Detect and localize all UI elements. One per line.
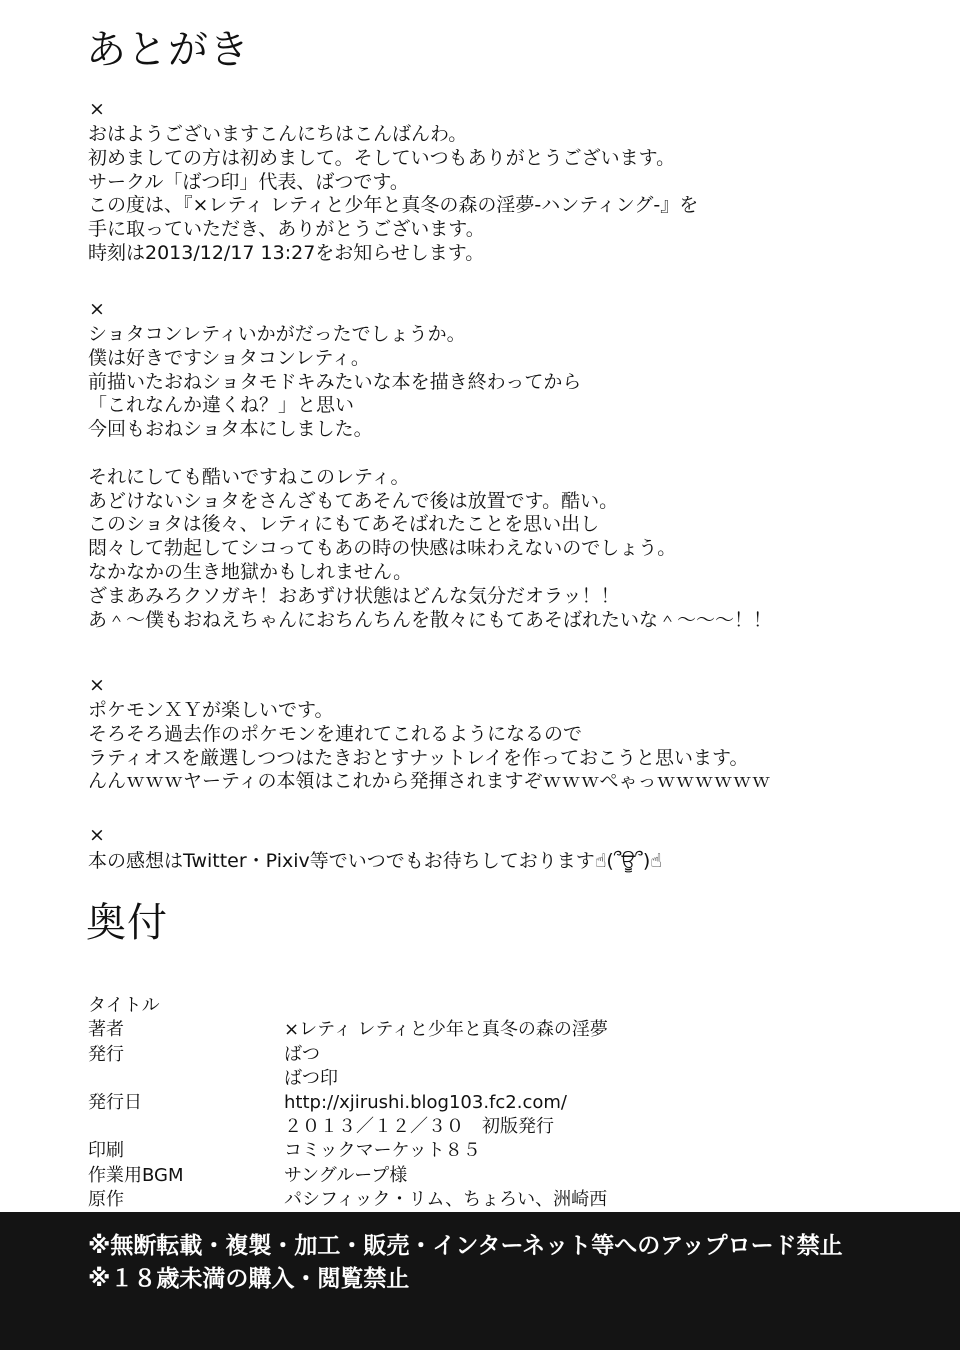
circle-url: http://xjirushi.blog103.fc2.com/ bbox=[284, 1091, 567, 1113]
text-line: サークル「ばつ印」代表、ばつです。 bbox=[88, 170, 409, 193]
text-line: それにしても酷いですねこのレティ。 bbox=[88, 465, 410, 488]
text-line: このショタは後々、レティにもてあそばれたことを思い出し bbox=[88, 513, 600, 536]
colophon-value: コミックマーケット８５ bbox=[284, 1140, 481, 1162]
text-line: 僕は好きですショタコンレティ。 bbox=[88, 346, 370, 369]
text-line: 前描いたおねショタモドキみたいな本を描き終わってから bbox=[88, 370, 582, 393]
section-mark: × bbox=[89, 298, 105, 320]
colophon-key: 作業用BGM bbox=[88, 1164, 184, 1186]
text-line: なかなかの生き地獄かもしれません。 bbox=[88, 560, 413, 583]
footer-banner bbox=[0, 1212, 960, 1350]
section-mark: × bbox=[89, 98, 105, 120]
colophon-row bbox=[88, 1164, 124, 1210]
text-line: んんｗｗｗヤーティの本領はこれから発揮されますぞｗｗｗぺゃっｗｗｗｗｗｗ bbox=[88, 770, 771, 793]
colophon-key: 発行日 bbox=[88, 1091, 142, 1113]
text-line: あどけないショタをさんざもてあそんで後は放置です。酷い。 bbox=[88, 489, 619, 512]
colophon-table bbox=[88, 970, 608, 1210]
afterword-section-2 bbox=[88, 323, 772, 632]
text-line: 初めましての方は初めまして。そしていつもありがとうございます。 bbox=[88, 146, 676, 169]
blank-line bbox=[88, 442, 772, 466]
section-mark: × bbox=[89, 824, 105, 846]
colophon-value: ばつ印 bbox=[284, 1067, 338, 1089]
text-line: この度は、『×レティ レティと少年と真冬の森の淫夢-ハンティング-』を bbox=[88, 194, 699, 217]
colophon-value: パシフィック・リム、ちょろい、洲崎西 bbox=[284, 1188, 608, 1210]
age-restriction-notice: ※１８歳未満の購入・閲覧禁止 bbox=[88, 1266, 410, 1292]
text-line: ショタコンレティいかがだったでしょうか。 bbox=[88, 323, 466, 345]
text-line: ざまあみろクソガキ！おあずけ状態はどんな気分だオラッ！！ bbox=[88, 584, 620, 607]
text-line: 手に取っていただき、ありがとうございます。 bbox=[88, 218, 485, 241]
afterword-section-4 bbox=[88, 850, 662, 874]
colophon-row bbox=[88, 1018, 338, 1089]
section-mark: × bbox=[89, 674, 105, 696]
colophon-value: ばつ bbox=[284, 1043, 320, 1065]
afterword-section-3 bbox=[88, 699, 770, 794]
text-line: 「これなんか違くね？」と思い bbox=[88, 394, 355, 417]
colophon-key: 印刷 bbox=[88, 1140, 124, 1162]
afterword-title: あとがき bbox=[86, 27, 250, 73]
text-line: ラティオスを厳選しつつはたきおとすナットレイを作っておこうと思います。 bbox=[88, 746, 749, 769]
text-line: 悶々して勃起してシコってもあの時の快感は味わえないのでしょう。 bbox=[88, 537, 677, 560]
colophon-key: 発行 bbox=[88, 1043, 124, 1065]
text-line: あ＾〜僕もおねえちゃんにおちんちんを散々にもてあそばれたいな＾〜〜〜！！ bbox=[88, 608, 773, 631]
reproduction-notice: ※無断転載・複製・加工・販売・インターネット等へのアップロード禁止 bbox=[88, 1233, 843, 1259]
colophon-value: サングループ様 bbox=[284, 1164, 408, 1186]
colophon-key: 原作 bbox=[88, 1188, 124, 1210]
text-line: 今回もおねショタ本にしました。 bbox=[88, 418, 373, 441]
afterword-section-1 bbox=[88, 123, 698, 266]
colophon-key: 著者 bbox=[88, 1019, 124, 1041]
text-line: そろそろ過去作のポケモンを連れてこれるようになるので bbox=[88, 722, 583, 745]
text-line: 時刻は2013/12/17 13:27をお知らせします。 bbox=[88, 241, 485, 264]
colophon-value: ２０１３／１２／３０ 初版発行 bbox=[284, 1116, 554, 1138]
colophon-key: タイトル bbox=[88, 995, 160, 1017]
colophon-title: 奥付 bbox=[86, 900, 168, 946]
colophon-value: ×レティ レティと少年と真冬の森の淫夢 bbox=[284, 1019, 608, 1041]
text-line: ポケモンＸＹが楽しいです。 bbox=[88, 699, 334, 721]
text-line: おはようございますこんにちはこんばんわ。 bbox=[88, 123, 468, 145]
text-line: 本の感想はTwitter・Pixiv等でいつでもお待ちしております☝(՞ਊ՞)☝ bbox=[88, 850, 662, 872]
